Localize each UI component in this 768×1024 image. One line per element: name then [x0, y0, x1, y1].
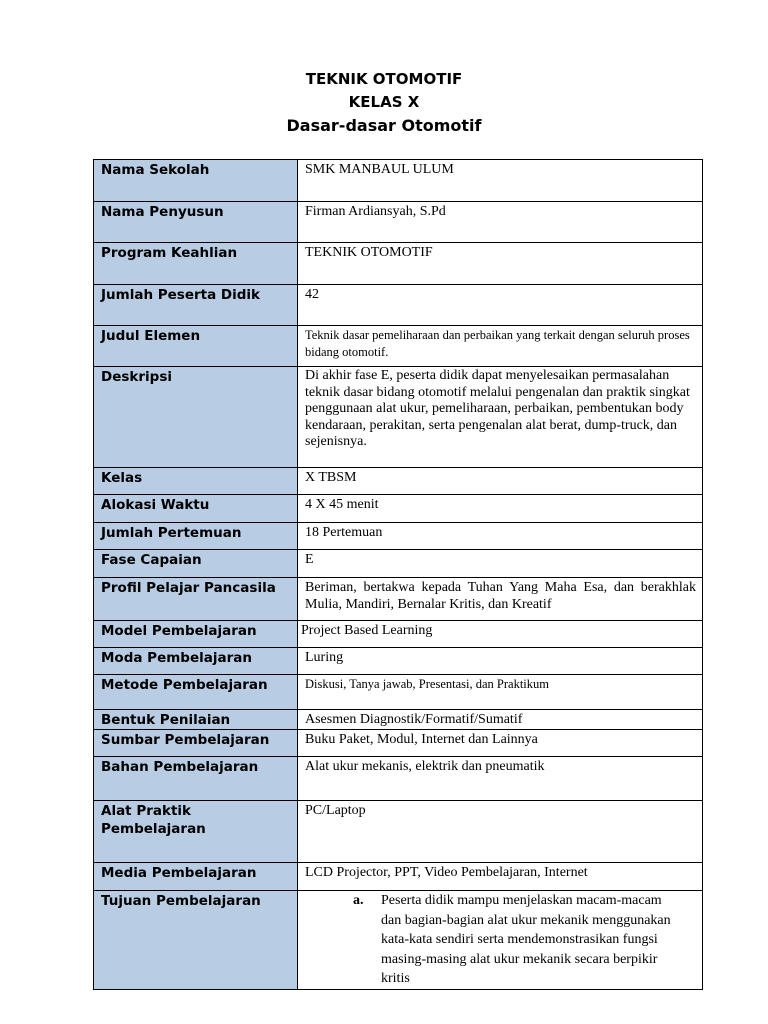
- table-row: [94, 243, 703, 285]
- row-label: Bahan Pembelajaran: [94, 757, 298, 801]
- table-row: [94, 730, 703, 757]
- row-value: Beriman, bertakwa kepada Tuhan Yang Maha Esa, dan berakhlak Mulia, Mandiri, Bernalar Kritis, dan Kreatif: [298, 578, 703, 621]
- table-row: [94, 801, 703, 863]
- row-value: PC/Laptop: [298, 801, 703, 863]
- row-label: Alat Praktik Pembelajaran: [94, 801, 298, 863]
- row-value: Di akhir fase E, peserta didik dapat menyelesaikan permasalahan teknik dasar bidang otomotif melalui pengenalan dan praktik singkat penggunaan alat ukur, pemeliharaan, perbaikan, pembentukan body kendaraan, perakitan, serta pengenalan alat berat, dump-truck, dan sejenisnya.: [298, 367, 703, 468]
- row-label: Profil Pelajar Pancasila: [94, 578, 298, 621]
- table-row: [94, 202, 703, 243]
- row-value: 4 X 45 menit: [298, 495, 703, 523]
- title-subject: TEKNIK OTOMOTIF: [305, 70, 463, 88]
- row-value: 42: [298, 285, 703, 326]
- row-label: Moda Pembelajaran: [94, 648, 298, 675]
- row-value: Buku Paket, Modul, Internet dan Lainnya: [298, 730, 703, 757]
- title-class: KELAS X: [348, 93, 420, 111]
- row-label: Metode Pembelajaran: [94, 675, 298, 710]
- row-value: Alat ukur mekanis, elektrik dan pneumatik: [298, 757, 703, 801]
- table-row: [94, 285, 703, 326]
- table-row: [94, 550, 703, 578]
- row-label: Jumlah Pertemuan: [94, 523, 298, 550]
- table-row: [94, 326, 703, 367]
- row-label: Jumlah Peserta Didik: [94, 285, 298, 326]
- row-label: Model Pembelajaran: [94, 621, 298, 648]
- row-label: Kelas: [94, 468, 298, 495]
- row-value: Diskusi, Tanya jawab, Presentasi, dan Praktikum: [298, 675, 703, 710]
- row-value: X TBSM: [298, 468, 703, 495]
- goal-text: Peserta didik mampu menjelaskan macam-macam dan bagian-bagian alat ukur mekanik menggunakan kata-kata sendiri serta mendemonstrasikan fungsi masing-masing alat ukur mekanik secara berpikir kritis: [381, 893, 671, 986]
- row-label: Nama Penyusun: [94, 202, 298, 243]
- table-row: [94, 891, 703, 990]
- table-row: [94, 160, 703, 202]
- row-label: Fase Capaian: [94, 550, 298, 578]
- document-title: [0, 68, 768, 137]
- row-value: LCD Projector, PPT, Video Pembelajaran, Internet: [298, 863, 703, 891]
- table-row: [94, 468, 703, 495]
- table-row: [94, 578, 703, 621]
- row-value: 18 Pertemuan: [298, 523, 703, 550]
- row-label: Nama Sekolah: [94, 160, 298, 202]
- title-element: Dasar-dasar Otomotif: [286, 116, 482, 135]
- row-label: Sumbar Pembelajaran: [94, 730, 298, 757]
- goal-marker: a.: [353, 893, 364, 908]
- table-row: [94, 495, 703, 523]
- table-row: [94, 710, 703, 730]
- row-label: Bentuk Penilaian: [94, 710, 298, 730]
- row-value: TEKNIK OTOMOTIF: [298, 243, 703, 285]
- row-value: Project Based Learning: [298, 621, 703, 648]
- table-row: [94, 757, 703, 801]
- row-value: Firman Ardiansyah, S.Pd: [298, 202, 703, 243]
- table-row: [94, 523, 703, 550]
- row-label: Deskripsi: [94, 367, 298, 468]
- table-row: [94, 675, 703, 710]
- identity-table: [93, 159, 703, 990]
- row-value: SMK MANBAUL ULUM: [298, 160, 703, 202]
- table-row: [94, 621, 703, 648]
- row-value: Asesmen Diagnostik/Formatif/Sumatif: [298, 710, 703, 730]
- row-label: Media Pembelajaran: [94, 863, 298, 891]
- row-value: E: [298, 550, 703, 578]
- table-row: [94, 863, 703, 891]
- row-label: Tujuan Pembelajaran: [94, 891, 298, 990]
- learning-goal-item: [353, 891, 696, 989]
- row-value: [298, 891, 703, 990]
- table-row: [94, 367, 703, 468]
- table-row: [94, 648, 703, 675]
- row-label: Program Keahlian: [94, 243, 298, 285]
- row-label: Alokasi Waktu: [94, 495, 298, 523]
- row-value: Luring: [298, 648, 703, 675]
- row-value: Teknik dasar pemeliharaan dan perbaikan yang terkait dengan seluruh proses bidang otomotif.: [298, 326, 703, 367]
- row-label: Judul Elemen: [94, 326, 298, 367]
